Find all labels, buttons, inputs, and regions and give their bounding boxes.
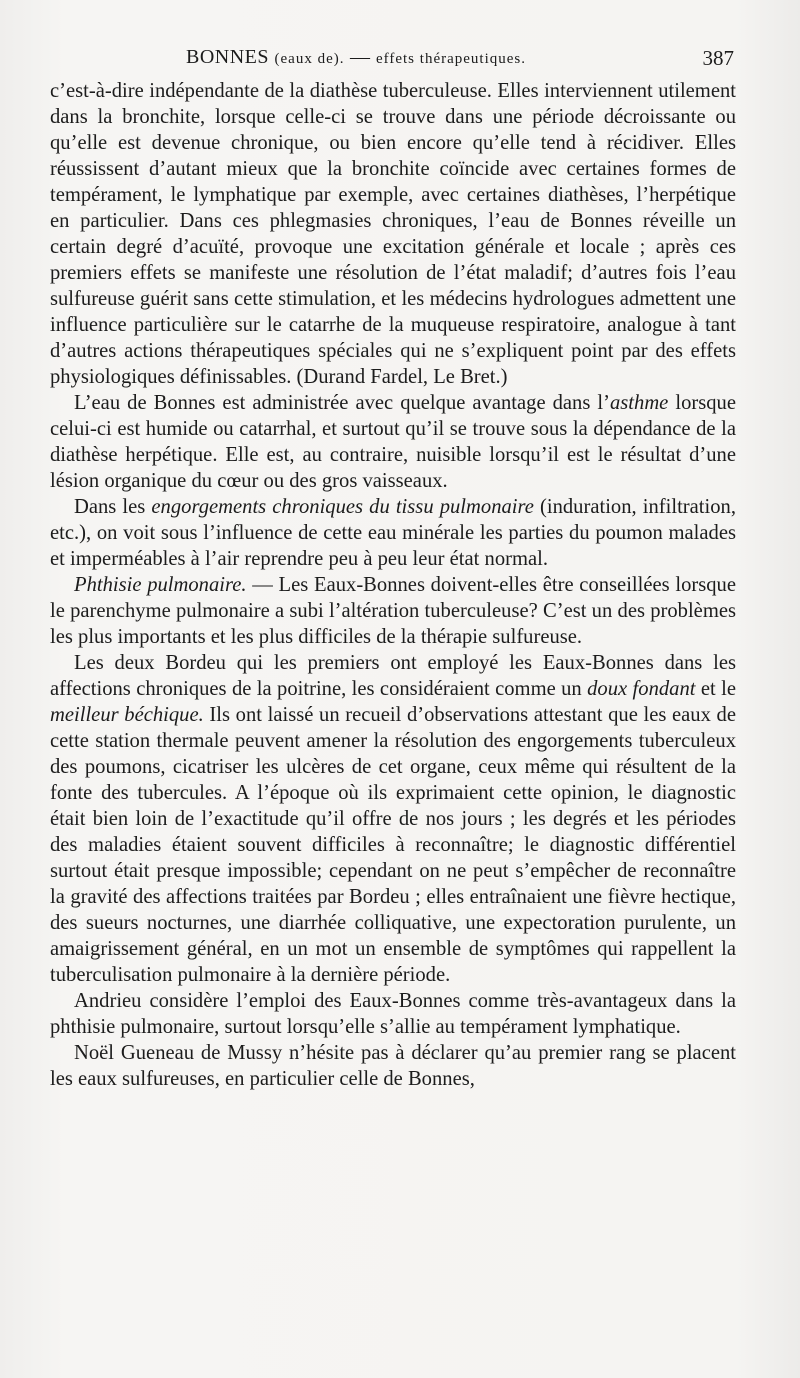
italic-text: asthme: [609, 392, 669, 414]
paragraph: [50, 650, 736, 988]
paragraph: [50, 494, 736, 572]
text-run: Andrieu considère l’emploi des Eaux-Bonnes comme très-avantageux dans la phthisie pulmonaire, surtout lorsqu’elle s’allie au tempérament lymphatique.: [50, 990, 736, 1038]
paragraph: [50, 78, 736, 390]
text-run: et le: [695, 678, 737, 700]
text-run: — Les Eaux-Bonnes doivent-elles être conseillées lorsque le parenchyme pulmonaire a subi l’altération tuberculeuse? C’est un des problèmes les plus importants et les plus difficiles de la thérapie sulfureuse.: [50, 574, 736, 648]
header-dash: —: [349, 46, 371, 68]
text-run: c’est-à-dire indépendante de la diathèse tuberculeuse. Elles interviennent utilement dans la bronchite, lorsque celle-ci se trouve dans une période décroissante ou qu’elle est devenue chronique, ou bien encore qu’elle tend à récidiver. Elles réussissent d’autant mieux que la bronchite coïncide avec certaines formes de tempérament, le lymphatique par exemple, avec certaines diathèses, l’herpétique en particulier. Dans ces phlegmasies chroniques, l’eau de Bonnes réveille un certain degré d’acuïté, provoque une excitation générale et locale ; après ces premiers effets se manifeste une résolution de l’état maladif; d’autres fois l’eau sulfureuse guérit sans cette stimulation, et les médecins hydrologues admettent une influence particulière sur le catarrhe de la muqueuse respiratoire, analogue à tant d’autres actions thérapeutiques spéciales qui ne s’expliquent point par des effets physiologiques définissables. (Durand Fardel, Le Bret.): [50, 80, 736, 388]
italic-text: engorgements chroniques du tissu pulmonaire: [151, 496, 534, 518]
paragraph: [50, 390, 736, 494]
running-title: [186, 46, 526, 69]
paragraph: [50, 1040, 736, 1092]
italic-text: meilleur béchique.: [50, 704, 204, 726]
italic-text: doux fondant: [587, 678, 696, 700]
paragraph: [50, 572, 736, 650]
text-run: Noël Gueneau de Mussy n’hésite pas à déclarer qu’au premier rang se placent les eaux sulfureuses, en particulier celle de Bonnes,: [50, 1042, 736, 1090]
italic-text: Phthisie pulmonaire.: [74, 574, 247, 596]
running-header: [48, 46, 738, 76]
header-title: BONNES: [186, 46, 270, 68]
text-run: L’eau de Bonnes est administrée avec quelque avantage dans l’: [74, 392, 610, 414]
header-section: effets thérapeutiques.: [375, 51, 526, 67]
text-run: lorsque celui-ci est humide ou catarrhal, et surtout qu’il se trouve sous la dépendance de la diathèse herpétique. Elle est, au contraire, nuisible lorsqu’il est le résultat d’une lésion organique du cœur ou des gros vaisseaux.: [50, 392, 736, 492]
page-number: 387: [702, 46, 734, 70]
text-run: (induration, infiltration, etc.), on voit sous l’influence de cette eau minérale les parties du poumon malades et imperméables à l’air reprendre peu à peu leur état normal.: [50, 496, 736, 570]
paragraph: [50, 988, 736, 1040]
text-run: Les deux Bordeu qui les premiers ont employé les Eaux-Bonnes dans les affections chroniques de la poitrine, les considéraient comme un: [50, 652, 736, 700]
text-run: Ils ont laissé un recueil d’observations attestant que les eaux de cette station thermale peuvent amener la résolution des engorgements tuberculeux des poumons, cicatriser les ulcères de cet organe, ceux même qui résultent de la fonte des tubercules. A l’époque où ils exprimaient cette opinion, le diagnostic était bien loin de l’exactitude qu’il offre de nos jours ; les degrés et les périodes des maladies étaient souvent difficiles à reconnaître; le diagnostic différentiel surtout était presque impossible; cependant on ne peut s’empêcher de reconnaître la gravité des affections traitées par Bordeu ; elles entraînaient une fièvre hectique, des sueurs nocturnes, une diarrhée colliquative, une expectoration purulente, un amaigrissement général, en un mot un ensemble de symptômes qui rappellent la tuberculisation pulmonaire à la dernière période.: [50, 704, 736, 986]
header-subtitle: (eaux de).: [274, 51, 345, 67]
body-text: [50, 78, 736, 1092]
text-run: Dans les: [74, 496, 152, 518]
